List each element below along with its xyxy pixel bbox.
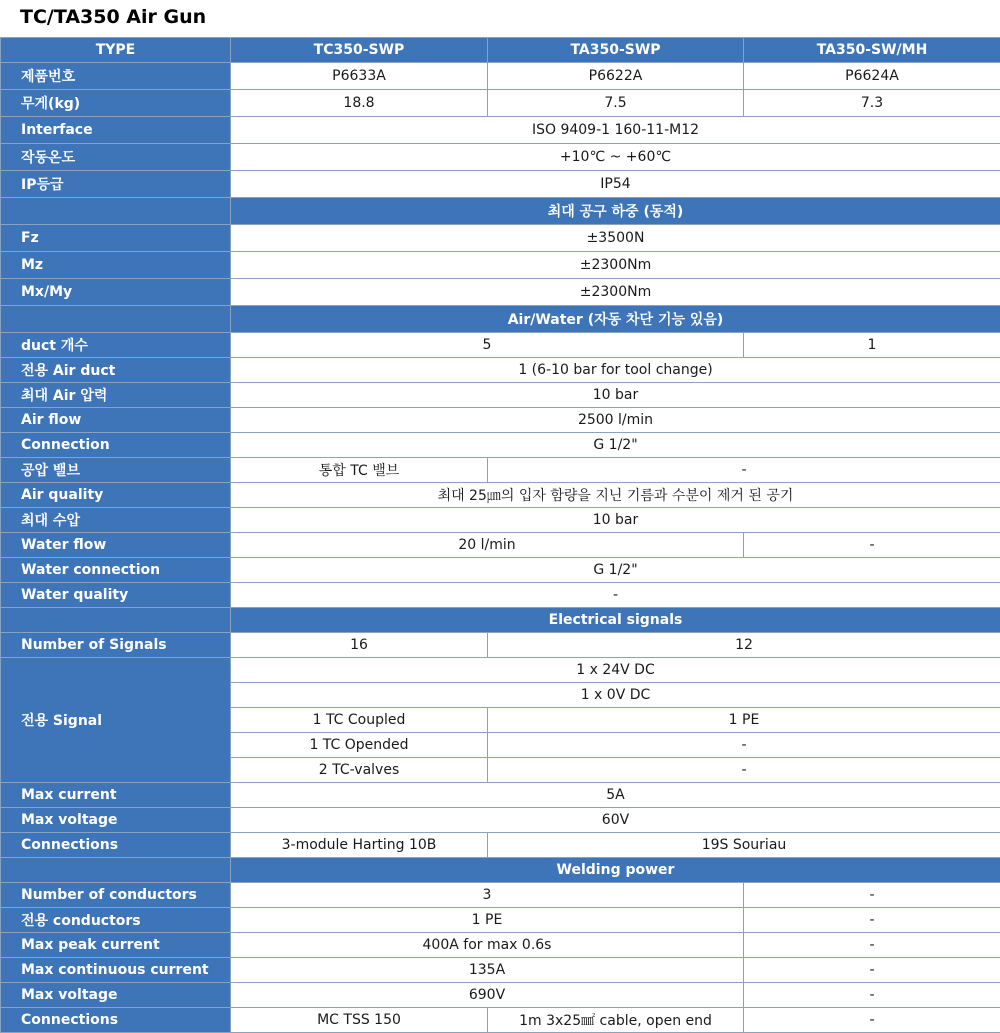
header-ta350-sw-mh: TA350-SW/MH [744,38,1000,63]
table-cell: G 1/2" [231,558,1000,583]
table-cell: 1 TC Coupled [231,708,488,733]
table-cell: - [744,1008,1000,1033]
table-row [1,408,1000,433]
row-label: 공압 밸브 [1,458,231,483]
row-label: Water quality [1,583,231,608]
table-cell: 3-module Harting 10B [231,833,488,858]
table-row [1,833,1000,858]
row-label: 전용 Air duct [1,358,231,383]
header-type: TYPE [1,38,231,63]
table-row [1,808,1000,833]
table-cell: 7.3 [744,90,1000,117]
table-row [1,458,1000,483]
table-row [1,908,1000,933]
table-row [1,252,1000,279]
table-row [1,958,1000,983]
row-label: 최대 수압 [1,508,231,533]
table-cell: 60V [231,808,1000,833]
table-row [1,483,1000,508]
table-cell: 5 [231,333,744,358]
section-spacer [1,306,231,333]
table-cell: - [744,883,1000,908]
section-title: Electrical signals [231,608,1000,633]
row-label: Interface [1,117,231,144]
table-row [1,508,1000,533]
table-row [1,558,1000,583]
table-cell: P6633A [231,63,488,90]
table-header-row [1,38,1000,63]
table-cell: G 1/2" [231,433,1000,458]
section-spacer [1,858,231,883]
table-row [1,279,1000,306]
row-label: Fz [1,225,231,252]
table-row [1,583,1000,608]
table-row [1,658,1000,683]
table-cell: +10℃ ~ +60℃ [231,144,1000,171]
section-title: Welding power [231,858,1000,883]
table-cell: - [744,933,1000,958]
table-cell: 1m 3x25㎟ cable, open end [488,1008,744,1033]
row-label: Water connection [1,558,231,583]
section-spacer [1,608,231,633]
row-label: 제품번호 [1,63,231,90]
table-row [1,533,1000,558]
table-row [1,933,1000,958]
table-row [1,144,1000,171]
table-cell: 최대 25㎛의 입자 함량을 지닌 기름과 수분이 제거 된 공기 [231,483,1000,508]
row-label: 전용 conductors [1,908,231,933]
row-label: Max peak current [1,933,231,958]
table-row [1,333,1000,358]
table-cell: - [231,583,1000,608]
table-cell: 400A for max 0.6s [231,933,744,958]
row-label: 무게(kg) [1,90,231,117]
table-cell: - [488,758,1000,783]
table-row [1,983,1000,1008]
table-cell: 10 bar [231,383,1000,408]
table-cell: 1 PE [231,908,744,933]
table-cell: 2500 l/min [231,408,1000,433]
table-cell: 2 TC-valves [231,758,488,783]
row-label: 전용 Signal [1,658,231,783]
row-label: Max continuous current [1,958,231,983]
row-label: Mx/My [1,279,231,306]
table-cell: 10 bar [231,508,1000,533]
table-row [1,63,1000,90]
table-cell: MC TSS 150 [231,1008,488,1033]
spec-table [0,37,1000,1033]
table-cell: 1 x 0V DC [231,683,1000,708]
table-cell: 19S Souriau [488,833,1000,858]
row-label: Connections [1,1008,231,1033]
table-row [1,633,1000,658]
section-row [1,306,1000,333]
table-cell: - [744,533,1000,558]
table-row [1,433,1000,458]
row-label: Number of Signals [1,633,231,658]
section-title: 최대 공구 하중 (동적) [231,198,1000,225]
table-cell: ±2300Nm [231,252,1000,279]
row-label: Number of conductors [1,883,231,908]
table-cell: ±2300Nm [231,279,1000,306]
row-label: Max voltage [1,808,231,833]
table-cell: 3 [231,883,744,908]
table-cell: P6622A [488,63,744,90]
table-cell: 1 [744,333,1000,358]
table-row [1,883,1000,908]
row-label: 최대 Air 압력 [1,383,231,408]
table-cell: ±3500N [231,225,1000,252]
table-cell: - [744,908,1000,933]
header-tc350-swp: TC350-SWP [231,38,488,63]
table-cell: 1 (6-10 bar for tool change) [231,358,1000,383]
table-row [1,783,1000,808]
table-row [1,117,1000,144]
row-label: Air quality [1,483,231,508]
table-row [1,225,1000,252]
table-cell: 통합 TC 밸브 [231,458,488,483]
table-row [1,90,1000,117]
table-cell: 5A [231,783,1000,808]
table-cell: 1 PE [488,708,1000,733]
table-cell: 1 TC Opended [231,733,488,758]
table-cell: IP54 [231,171,1000,198]
page-title: TC/TA350 Air Gun [0,0,1000,34]
row-label: Water flow [1,533,231,558]
table-cell: - [744,983,1000,1008]
section-spacer [1,198,231,225]
table-cell: 16 [231,633,488,658]
table-row [1,383,1000,408]
table-cell: - [744,958,1000,983]
row-label: IP등급 [1,171,231,198]
section-row [1,608,1000,633]
table-row [1,1008,1000,1033]
row-label: 작동온도 [1,144,231,171]
section-title: Air/Water (자동 차단 기능 있음) [231,306,1000,333]
section-row [1,198,1000,225]
table-cell: 12 [488,633,1000,658]
section-row [1,858,1000,883]
table-row [1,171,1000,198]
row-label: Connections [1,833,231,858]
row-label: Connection [1,433,231,458]
table-cell: P6624A [744,63,1000,90]
row-label: Mz [1,252,231,279]
table-cell: - [488,733,1000,758]
table-cell: 20 l/min [231,533,744,558]
table-cell: 1 x 24V DC [231,658,1000,683]
table-row [1,358,1000,383]
table-cell: 7.5 [488,90,744,117]
row-label: Air flow [1,408,231,433]
row-label: Max current [1,783,231,808]
table-cell: 135A [231,958,744,983]
table-cell: ISO 9409-1 160-11-M12 [231,117,1000,144]
row-label: Max voltage [1,983,231,1008]
table-cell: 18.8 [231,90,488,117]
header-ta350-swp: TA350-SWP [488,38,744,63]
table-cell: - [488,458,1000,483]
table-cell: 690V [231,983,744,1008]
row-label: duct 개수 [1,333,231,358]
